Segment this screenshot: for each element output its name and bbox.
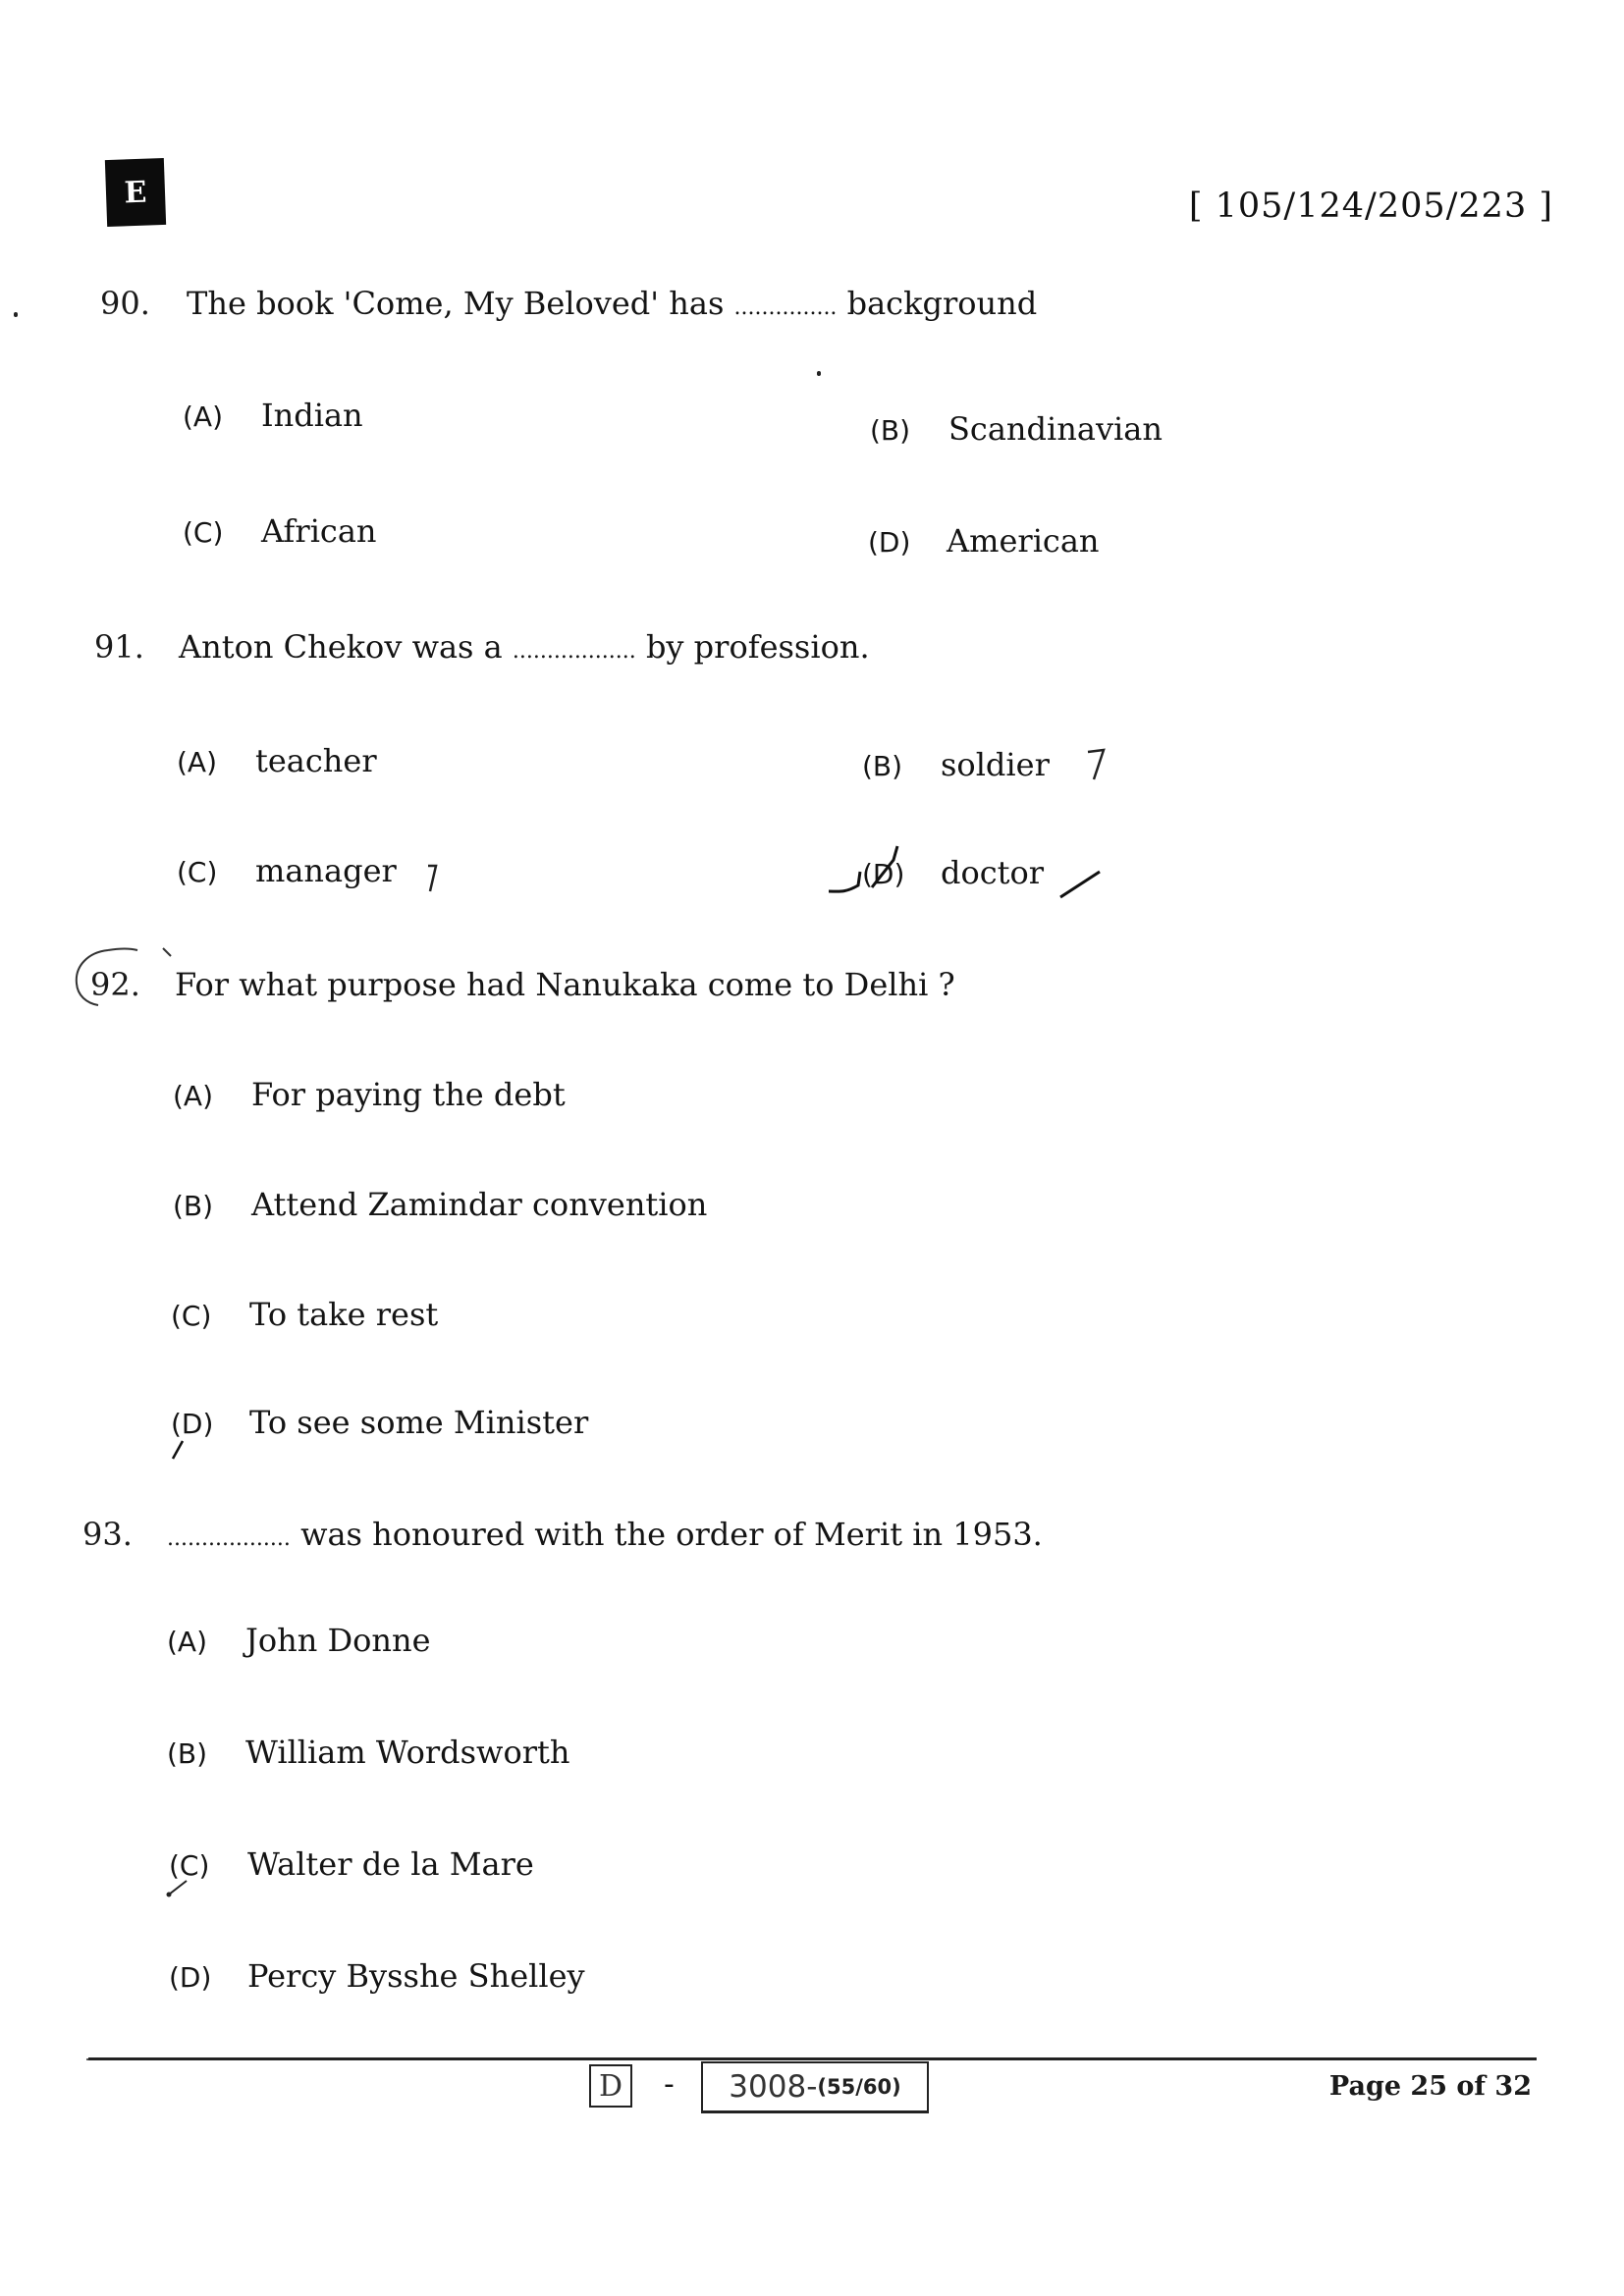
option-label: (A): [167, 1626, 208, 1658]
page-number: Page 25 of 32: [1328, 2071, 1532, 2102]
option-label: (C): [183, 516, 224, 549]
scan-speck: [14, 312, 18, 317]
option-label: (A): [173, 1080, 214, 1112]
pen-tick-mark-icon: [422, 858, 442, 897]
option-label: (A): [183, 400, 224, 433]
footer-dash: -: [664, 2067, 675, 2102]
option-a[interactable]: [167, 1622, 431, 1659]
paper-codes: [ 105/124/205/223 ]: [1188, 187, 1553, 226]
option-c-selected[interactable]: [169, 1845, 534, 1883]
option-text: teacher: [255, 742, 377, 779]
option-label: (B): [870, 414, 911, 447]
scan-speck: [817, 371, 821, 376]
option-b[interactable]: [167, 1734, 569, 1771]
option-text: To see some Minister: [249, 1404, 589, 1441]
series-box: [589, 2064, 632, 2108]
option-label: (D): [862, 858, 905, 890]
pen-tick-mark-icon: [1056, 864, 1106, 903]
footer-divider: [88, 2057, 1537, 2060]
option-text: manager: [255, 852, 397, 889]
option-text: Scandinavian: [948, 410, 1163, 448]
option-d-selected[interactable]: [862, 854, 1044, 891]
option-label: (A): [177, 746, 218, 778]
option-a[interactable]: [183, 397, 363, 434]
option-text: Indian: [261, 397, 363, 434]
option-c[interactable]: [183, 512, 377, 550]
option-a[interactable]: [173, 1076, 566, 1113]
option-b[interactable]: [862, 746, 1050, 783]
option-text: Percy Bysshe Shelley: [247, 1957, 585, 1995]
option-text: William Wordsworth: [245, 1734, 570, 1771]
question-number: 90.: [100, 285, 150, 322]
option-text: Attend Zamindar convention: [251, 1186, 708, 1223]
booklet-code: 3008-: [729, 2069, 818, 2105]
option-label: (D): [171, 1408, 214, 1440]
question-text: Anton Chekov was a .................. by profession.: [179, 628, 870, 666]
option-label: (D): [169, 1961, 212, 1994]
option-label: (C): [171, 1300, 212, 1332]
option-text: African: [261, 512, 377, 550]
option-label: (B): [167, 1737, 208, 1770]
set-label: E: [123, 175, 148, 210]
booklet-code-suffix: (55/60): [817, 2075, 901, 2099]
option-a[interactable]: [177, 742, 377, 779]
option-text: John Donne: [245, 1622, 431, 1659]
question-number: 93.: [82, 1516, 133, 1553]
question-number: 91.: [94, 628, 144, 666]
option-label: (B): [862, 750, 903, 782]
question-number: 92.: [90, 966, 140, 1003]
answer-blank: ..................: [167, 1526, 291, 1551]
option-label: (B): [173, 1190, 214, 1222]
option-b[interactable]: [870, 410, 1163, 448]
option-d-selected[interactable]: [171, 1404, 588, 1441]
question-text: The book 'Come, My Beloved' has ............... background: [187, 285, 1038, 322]
option-label: (D): [868, 526, 911, 559]
option-c[interactable]: [171, 1296, 438, 1333]
answer-blank: ..................: [512, 639, 636, 664]
option-b[interactable]: [173, 1186, 707, 1223]
series-label: D: [598, 2068, 623, 2104]
option-label: (C): [177, 856, 218, 888]
answer-blank: ...............: [733, 295, 838, 320]
option-d[interactable]: [868, 522, 1100, 560]
booklet-code-box: [701, 2061, 929, 2113]
option-text: soldier: [941, 746, 1050, 783]
pen-tick-mark-icon: [1084, 744, 1113, 783]
set-label-badge: [105, 158, 166, 227]
option-text: To take rest: [249, 1296, 439, 1333]
question-text: For what purpose had Nanukaka come to Delhi ?: [175, 966, 955, 1003]
option-text: For paying the debt: [251, 1076, 566, 1113]
option-text: doctor: [941, 854, 1045, 891]
option-d[interactable]: [169, 1957, 585, 1995]
question-text: .................. was honoured with the order of Merit in 1953.: [167, 1516, 1043, 1553]
option-label: (C): [169, 1849, 210, 1882]
option-text: Walter de la Mare: [247, 1845, 534, 1883]
option-c[interactable]: [177, 852, 397, 889]
option-text: American: [947, 522, 1100, 560]
